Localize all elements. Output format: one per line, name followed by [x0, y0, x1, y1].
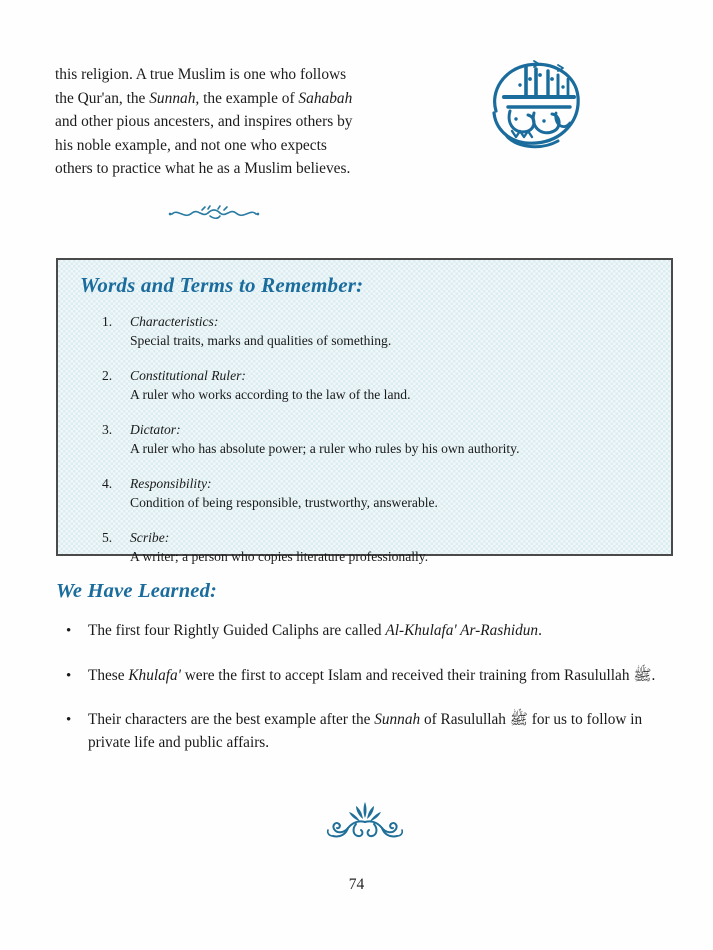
term-number: 2. [102, 368, 113, 383]
list-item [62, 620, 657, 643]
term-definition: Special traits, marks and qualities of something. [130, 332, 392, 348]
item-text-part3: . [651, 666, 656, 684]
term-item [102, 367, 662, 405]
intro-italic-sahabah: Sahabah [298, 89, 353, 107]
arabic-calligraphy-medallion-icon [470, 45, 600, 165]
item-italic-term: Al-Khulafa' Ar-Rashidun [385, 622, 539, 639]
item-text-part2: of Rasulullah [420, 711, 510, 729]
item-text-part1: Their characters are the best example after the [88, 711, 375, 729]
item-text-part2: . [538, 622, 542, 639]
page-top-section [0, 0, 713, 190]
term-item [102, 475, 662, 513]
item-text-part1: The first four Rightly Guided Caliphs are called [88, 622, 386, 639]
item-italic-term: Sunnah [374, 711, 421, 729]
term-word: Characteristics: [130, 314, 219, 329]
term-number: 4. [102, 476, 113, 491]
intro-text-part3: and other pious ancesters, and inspires others by his noble example, and not one who expects others to practice what he as a Muslim believes. [55, 113, 353, 178]
term-word: Responsibility: [130, 476, 212, 491]
terms-list [102, 313, 662, 583]
item-italic-term: Khulafa' [128, 666, 181, 684]
bullet-marker: • [66, 712, 72, 729]
term-word: Constitutional Ruler: [130, 368, 246, 383]
term-definition: A writer; a person who copies literature professionally. [130, 548, 429, 564]
item-text-part2: were the first to accept Islam and received their training from Rasulullah [180, 666, 634, 684]
list-item [62, 665, 657, 688]
term-definition: Condition of being responsible, trustworthy, answerable. [130, 494, 438, 510]
terms-box-title: Words and Terms to Remember: [80, 273, 364, 297]
term-item [102, 421, 662, 459]
sallallahu-alayhi-wasallam-icon: ﷺ [633, 665, 652, 684]
bullet-marker: • [66, 667, 72, 684]
words-and-terms-box [56, 258, 673, 564]
term-definition: A ruler who works according to the law of the land. [130, 386, 411, 402]
sallallahu-alayhi-wasallam-icon: ﷺ [509, 710, 528, 729]
term-definition: A ruler who has absolute power; a ruler who rules by his own authority. [130, 440, 520, 456]
term-word: Dictator: [130, 422, 181, 437]
item-text-part1: These [88, 666, 129, 684]
bullet-marker: • [66, 623, 72, 639]
term-item [102, 529, 662, 567]
item-text-part3: for us to follow in private life and public affairs. [88, 711, 643, 751]
intro-italic-sunnah: Sunnah, [149, 89, 200, 107]
scrollwork-ornament-icon [322, 798, 408, 842]
list-item [62, 709, 657, 754]
term-item [102, 313, 662, 351]
intro-text-part2: the example of [199, 89, 299, 107]
term-number: 1. [102, 314, 113, 329]
we-have-learned-title: We Have Learned: [56, 580, 218, 602]
term-number: 3. [102, 422, 113, 437]
page-number: 74 [348, 876, 365, 893]
we-have-learned-list [62, 620, 657, 777]
term-number: 5. [102, 530, 113, 545]
term-word: Scribe: [130, 530, 170, 545]
intro-paragraph [55, 63, 355, 180]
flourish-divider-icon [168, 202, 260, 224]
intro-text-part1: this religion. A true Muslim is one who follows the Qur'an, the [55, 66, 347, 107]
